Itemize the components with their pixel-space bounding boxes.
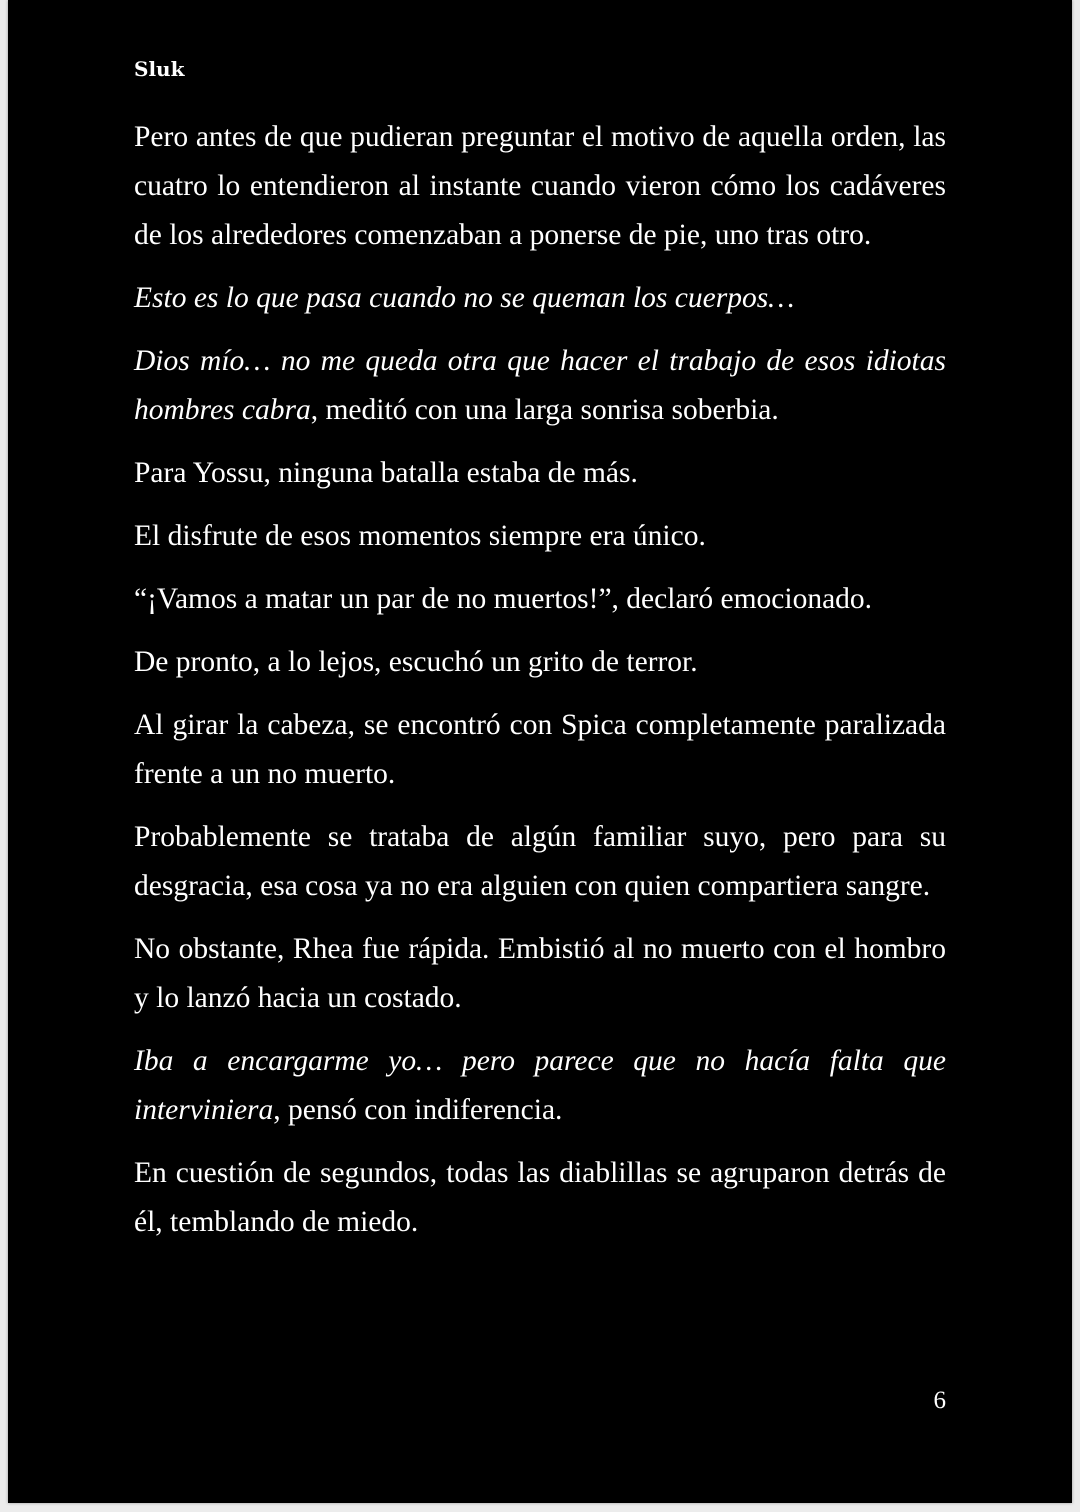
paragraph xyxy=(134,449,946,498)
page-body-text xyxy=(134,113,946,1261)
paragraph xyxy=(134,274,946,323)
text-run: El disfrute de esos momentos siempre era único. xyxy=(134,520,706,552)
paragraph xyxy=(134,638,946,687)
paragraph xyxy=(134,1037,946,1135)
page-number: 6 xyxy=(933,1387,946,1414)
text-run: De pronto, a lo lejos, escuchó un grito de terror. xyxy=(134,646,698,678)
paragraph xyxy=(134,701,946,799)
paragraph xyxy=(134,337,946,435)
italic-text-run: Esto es lo que pasa cuando no se queman los cuerpos… xyxy=(134,282,795,314)
paragraph xyxy=(134,512,946,561)
book-page xyxy=(8,0,1072,1503)
italic-text-run: Dios mío… no me queda otra que hacer el trabajo de esos idiotas hombres cabra xyxy=(134,345,946,426)
text-run: En cuestión de segundos, todas las diablillas se agruparon detrás de él, temblando de miedo. xyxy=(134,1157,946,1238)
text-run: Probablemente se trataba de algún familiar suyo, pero para su desgracia, esa cosa ya no era alguien con quien compartiera sangre. xyxy=(134,821,946,902)
text-run: Para Yossu, ninguna batalla estaba de más. xyxy=(134,457,638,489)
italic-text-run: Iba a encargarme yo… pero parece que no hacía falta que interviniera xyxy=(134,1045,946,1126)
text-run: , pensó con indiferencia. xyxy=(273,1094,563,1126)
paragraph xyxy=(134,575,946,624)
text-run: “¡Vamos a matar un par de no muertos!”, declaró emocionado. xyxy=(134,583,873,615)
text-run: Pero antes de que pudieran preguntar el motivo de aquella orden, las cuatro lo entendieron al instante cuando vieron cómo los cadáveres de los alrededores comenzaban a ponerse de pie, uno tras otro. xyxy=(134,121,946,251)
paragraph xyxy=(134,113,946,260)
paragraph xyxy=(134,925,946,1023)
text-run: No obstante, Rhea fue rápida. Embistió al no muerto con el hombro y lo lanzó hacia un costado. xyxy=(134,933,946,1014)
paragraph xyxy=(134,813,946,911)
text-run: Al girar la cabeza, se encontró con Spica completamente paralizada frente a un no muerto. xyxy=(134,709,946,790)
paragraph xyxy=(134,1149,946,1247)
running-header-title: Sluk xyxy=(134,57,185,81)
text-run: , meditó con una larga sonrisa soberbia. xyxy=(310,394,779,426)
